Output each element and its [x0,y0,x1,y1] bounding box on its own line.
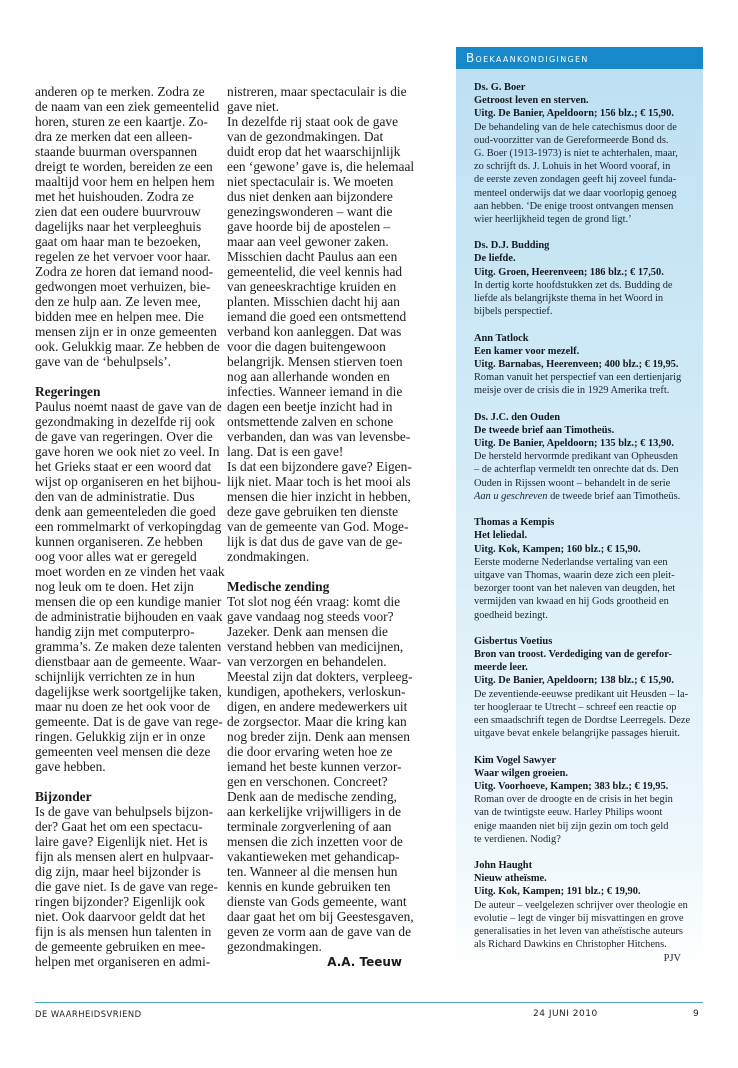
text-line: belangrijk. Mensen stierven toen [227,354,403,369]
text-line: gave horen we ook niet zo veel. In [35,444,220,459]
text-line: nog leuk om te doen. Het zijn [35,579,194,594]
book-description-line: de eerste zeven zondagen geeft hij zoveel funda- [474,174,677,186]
text-line: gemeentelid, die veel kennis had [227,264,403,279]
book-description-line: – de achterflap vermeldt ten onrechte dat ds. Den [474,464,679,476]
entry-spacer [474,846,703,859]
text-line: dagelijkse werk soortgelijke taken, [35,684,222,699]
book-description-line: zo schrijft ds. J. Lohuis in het Woord vooraf, in [474,161,671,173]
text-line: Zodra ze horen dat iemand nood- [35,264,214,279]
book-publisher: Uitg. De Banier, Apeldoorn; 135 blz.; € 13,90. [474,438,674,450]
book-publisher: Uitg. De Banier, Apeldoorn; 138 blz.; € 15,90. [474,675,674,687]
book-description-line [474,490,703,503]
book-description-line: In dertig korte hoofdstukken zet ds. Budding de [474,279,673,291]
text-line: oog voor alles wat er geregeld [35,549,197,564]
text-line: gaat om haar man te bezoeken, [35,234,201,249]
text-line: maar nu doen ze het ook voor de [35,699,211,714]
book-description-line: Eerste moderne Nederlandse vertaling van een [474,556,668,568]
book-entry [474,332,703,398]
text-line: mensen die hier inzicht in hebben, [227,489,411,504]
book-entry [474,859,703,951]
book-publisher: Uitg. Voorhoeve, Kampen; 383 blz.; € 19,95. [474,780,669,792]
text-line: verbanden, dan was van levensbe- [227,429,411,444]
series-title: Aan u geschreven [474,490,548,502]
article-column-1 [35,84,225,969]
book-publisher: Uitg. Kok, Kampen; 191 blz.; € 19,90. [474,886,641,898]
text-line: gramma’s. Ze maken deze talenten [35,639,222,654]
text-line: dienste van Gods gemeente, want [227,894,407,909]
book-entry [474,635,703,741]
text-line: vakantieweken met gehandicap- [227,849,400,864]
text-line: van de gezondmakingen. Dat [227,129,384,144]
book-description-line: De behandeling van de hele catechismus door de [474,121,677,133]
text-line: mensen zijn er in onze gemeenten [35,324,217,339]
text-line: gemeente. Dat is de gave van rege- [35,714,223,729]
text-line: daar gaat het om bij Geestesgaven, [227,909,414,924]
paragraph [227,84,415,564]
text-line: die gave niet. Is de gave van rege- [35,879,218,894]
text-line: dra ze merken dat een alleen- [35,129,193,144]
text-line: moet worden en ze vinden het vaak [35,564,225,579]
book-announcements-list [456,69,703,966]
text-line: Denk aan de medische zending, [227,789,397,804]
text-line: deze gave gebruiken ten dienste [227,504,399,519]
book-description-line: G. Boer (1913-1973) is niet te achterhalen, maar, [474,147,678,159]
text-line: ringen bijzonder? Eigenlijk ook [35,894,205,909]
text-line: de gave van regeringen. Over die [35,429,213,444]
book-description-line: van de twintigste eeuw. Harley Philips woont [474,807,663,819]
entry-spacer [474,318,703,331]
text-line: geven ze vorm aan de gave van de [227,924,412,939]
entry-spacer [474,398,703,411]
book-description-line: een smaadschrift tegen de Dordtse Leerregels. Deze [474,715,691,726]
book-description-line: evolutie – legt de vinger bij misvattingen en grove [474,912,684,924]
text-line: de naam van een ziek gemeentelid [35,99,220,114]
book-author: Thomas a Kempis [474,517,555,529]
text-line: maar aan veel gewoner zaken. [227,234,389,249]
book-description-line: te verdienen. Nodig? [474,833,561,845]
text-line: bidden mee en helpen mee. Die [35,309,204,324]
book-description-line: ter hoogleraar te Utrecht – schreef een reactie op [474,701,677,713]
text-line: Misschien dacht Paulus aan een [227,249,398,264]
text-line: Is dat een bijzondere gave? Eigen- [227,459,412,474]
section-heading: Bijzonder [35,789,92,804]
book-description-line: Roman over de droogte en de crisis in het begin [474,794,673,806]
text-line: mensen die op een kundige manier [35,594,222,609]
text-line: iemand die goed een ontsmettend [227,309,407,324]
text-line: Is de gave van behulpsels bijzon- [35,804,214,819]
text-line: nog aan allerhande wonden en [227,369,390,384]
book-description-line: liefde als belangrijkste thema in het Woord in [474,293,664,304]
book-description-line: aan hebben. ‘De enige troost ontvangen mensen [474,200,674,212]
book-description-line: Roman vanuit het perspectief van een dertienjarig [474,372,682,384]
book-publisher: Uitg. Groen, Heerenveen; 186 blz.; € 17,50. [474,266,664,278]
text-line: terminale zorgverlening of aan [227,819,392,834]
text-line: duidt erop dat het waarschijnlijk [227,144,401,159]
description-text: de tweede brief aan Timotheüs. [547,490,681,502]
book-entry [474,754,703,846]
text-line: dagen een beetje inzicht had in [227,399,393,414]
text-line: infecties. Wanneer iemand in die [227,384,403,399]
book-author: Ds. G. Boer [474,82,526,93]
book-entry [474,411,703,503]
text-line: van verzorgen en behandelen. [227,654,387,669]
text-line: planten. Misschien dacht hij aan [227,294,400,309]
text-line: gave vandaag nog steeds voor? [227,609,394,624]
book-title: De tweede brief aan Timotheüs. [474,424,615,436]
text-line: gave niet. [227,99,280,114]
book-description-line: uitgave van Thomas, waarin deze zich een pleit- [474,569,675,581]
text-line: ontsmettende zalven en schone [227,414,394,429]
text-line: Tot slot nog één vraag: komt die [227,594,401,609]
book-description-line: bezorger toont van het naleven van deugden, het [474,583,676,595]
book-title: Waar wilgen groeien. [474,767,568,779]
text-line: dreigt te worden, bereiden ze een [35,159,213,174]
book-author: John Haught [474,860,533,872]
text-line: gedwongen moet verhuizen, bie- [35,279,211,294]
text-line: In dezelfde rij staat ook de gave [227,114,399,129]
text-line: schijnlijk verrichten ze in hun [35,669,195,684]
paragraph [35,399,225,774]
book-description-line: als Richard Dawkins en Christopher Hitchens. [474,939,667,951]
text-line: verstand hebben van medicijnen, [227,639,404,654]
book-description-line: Ouden in Rijssen woont – behandelt in de serie [474,477,671,489]
book-author: Gisbertus Voetius [474,635,553,647]
text-line: de zorgsector. Maar die kring kan [227,714,407,729]
author-signature: A.A. Teeuw [327,955,402,969]
book-description-line: De zeventiende-eeuwse predikant uit Heusden – la- [474,688,689,700]
text-line: lijk is dat dus de gave van de ge- [227,534,403,549]
book-description-line: oud-voorzitter van de Gereformeerde Bond ds. [474,134,669,146]
text-line: gen en verschonen. Concreet? [227,774,388,789]
book-description-line: goedheid bezingt. [474,609,548,621]
book-description-line: De hersteld hervormde predikant van Opheusden [474,451,678,463]
paragraph [35,84,220,369]
text-line: dagelijks naar het verpleeghuis [35,219,202,234]
text-line: Paulus noemt naast de gave van de [35,399,222,414]
book-author: Kim Vogel Sawyer [474,754,556,766]
text-line: den ze hulp aan. Ze leven mee, [35,294,201,309]
entry-spacer [474,622,703,635]
book-description-line: vermijden van kwaad en hij Gods grootheid en [474,596,669,608]
text-line: nistreren, maar spectaculair is die [227,84,407,99]
footer-divider [35,1002,703,1003]
text-line: die door ervaring weten hoe ze [227,744,393,759]
text-line: gave hoorde bij de apostelen – [227,219,391,234]
text-line: kunnen organiseren. Ze hebben [35,534,203,549]
text-line: met het huishouden. Zodra ze [35,189,194,204]
text-line: de gemeente gebruiken en mee- [35,939,206,954]
book-publisher: Uitg. Kok, Kampen; 160 blz.; € 15,90. [474,543,641,555]
text-line: dus niet denken aan bijzondere [227,189,393,204]
book-description-line: enige maanden niet bij zijn gezin om toch geld [474,820,669,832]
text-line: den van de administratie. Dus [35,489,195,504]
text-line: denk aan gemeenteleden die goed [35,504,216,519]
book-title: Het leliedal. [474,530,528,542]
text-line: van geneeskrachtige kruiden en [227,279,397,294]
text-line: iemand het beste kunnen verzor- [227,759,402,774]
text-line: niet. Ook daarvoor geldt dat het [35,909,206,924]
section-heading: Regeringen [35,384,101,399]
text-line: mensen die zich inzetten voor de [227,834,403,849]
text-line: ook. Gelukkig maar. Ze hebben de [35,339,220,354]
book-publisher: Uitg. Barnabas, Heerenveen; 400 blz.; € 19,95. [474,358,679,370]
text-line: genezingswonderen – want die [227,204,393,219]
text-line: fijn als mensen alert en hulpvaar- [35,849,214,864]
section-heading: Medische zending [227,579,330,594]
text-line: dienstbaar aan de gemeente. Waar- [35,654,222,669]
text-line: digen, en andere medewerkers uit [227,699,408,714]
footer-publication: DE WAARHEIDSVRIEND [35,1009,142,1019]
text-line: gezondmakingen. [227,939,322,954]
book-announcements-box [456,47,703,977]
text-line: de administratie bijhouden en vaak [35,609,223,624]
book-description-line: wier heerlijkheid tegen de grond ligt.’ [474,213,632,225]
text-line: voor die dagen buitengewoon [227,339,386,354]
text-line: ten. Wanneer al die mensen hun [227,864,398,879]
text-line: helpen met organiseren en admi- [35,954,211,969]
text-line: fijn is als mensen hun talenten in [35,924,212,939]
text-line: wijst op organiseren en het bijhou- [35,474,222,489]
text-line: het Grieks staat er een woord dat [35,459,212,474]
book-title: meerde leer. [474,662,528,674]
book-title: De liefde. [474,253,516,265]
entry-spacer [474,226,703,239]
entry-spacer [474,740,703,753]
text-line: aan kerkelijke vrijwilligers in de [227,804,402,819]
paragraph-spacer [35,369,220,384]
text-line: lang. Dat is een gave! [227,444,344,459]
book-publisher: Uitg. De Banier, Apeldoorn; 156 blz.; € 15,90. [474,108,674,120]
paragraph [227,594,412,954]
text-line: zondmakingen. [227,549,310,564]
text-line: een rommelmarkt of verkopingdag [35,519,222,534]
entry-spacer [474,503,703,516]
text-line: horen, sturen ze een kaartje. Zo- [35,114,208,129]
book-announcements-title: Boekaankondigingen [456,47,703,69]
text-line: gave hebben. [35,759,106,774]
text-line: staande buurman overspannen [35,144,198,159]
text-line: zien dat een oudere buurvrouw [35,204,201,219]
book-description-line: bijbels perspectief. [474,306,553,318]
book-entry [474,516,703,622]
book-description-line: generalisaties in het leven van atheïstische auteurs [474,926,683,937]
text-line: ringen. Gelukkig zijn er in onze [35,729,206,744]
paragraph-spacer [227,564,412,579]
book-author: Ds. D.J. Budding [474,240,550,252]
text-line: een ‘gewone’ gave is, die helemaal [227,159,415,174]
text-line: handig zijn met computerpro- [35,624,195,639]
text-line: gezondmaking in dezelfde rij ook [35,414,215,429]
text-line: dig zijn, maar heel bijzonder is [35,864,201,879]
book-title: Een kamer voor mezelf. [474,345,580,357]
book-author: Ann Tatlock [474,332,529,344]
footer-date: 24 JUNI 2010 [533,1009,598,1019]
text-line: der? Gaat het om een spectacu- [35,819,203,834]
book-description-line: uitgave bevat enkele belangrijke passages hieruit. [474,728,681,740]
text-line: maaltijd voor hem en helpen hem [35,174,215,189]
text-line: van de gemeente van God. Moge- [227,519,409,534]
article-column-2 [227,84,415,971]
book-title: Nieuw atheïsme. [474,873,547,885]
book-description-line: menteel onderwijs dat we daar voorlopig genoeg [474,187,677,199]
book-description-line: meisje over de crisis die in 1929 Amerika treft. [474,385,670,397]
paragraph [35,804,220,969]
text-line: gemeenten veel mensen die deze [35,744,211,759]
text-line: verband kon aanleggen. Dat was [227,324,402,339]
text-line: gave van de ‘behulpsels’. [35,354,172,369]
text-line: laire gave? Eigenlijk niet. Het is [35,834,208,849]
page-number: 9 [693,1009,700,1019]
book-title: Getroost leven en sterven. [474,95,589,107]
text-line: kundigen, apothekers, verloskun- [227,684,406,699]
text-line: regelen ze het vervoer voor haar. [35,249,211,264]
book-entry [474,239,703,318]
book-description-line: De auteur – veelgelezen schrijver over theologie en [474,899,688,911]
book-entry [474,81,703,226]
text-line: nog breder zijn. Denk aan mensen [227,729,410,744]
text-line: lijk niet. Maar toch is het mooi als [227,474,411,489]
book-author: Ds. J.C. den Ouden [474,411,561,423]
text-line: niet spectaculair is. We moeten [227,174,394,189]
text-line: Meestal zijn dat dokters, verpleeg- [227,669,413,684]
reviewer-initials: PJV [663,953,681,965]
text-line: kennis en kunde gebruiken ten [227,879,391,894]
text-line: anderen op te merken. Zodra ze [35,84,205,99]
paragraph-spacer [35,774,220,789]
text-line: Jazeker. Denk aan mensen die [227,624,388,639]
book-title: Bron van troost. Verdediging van de gerefor- [474,649,672,661]
